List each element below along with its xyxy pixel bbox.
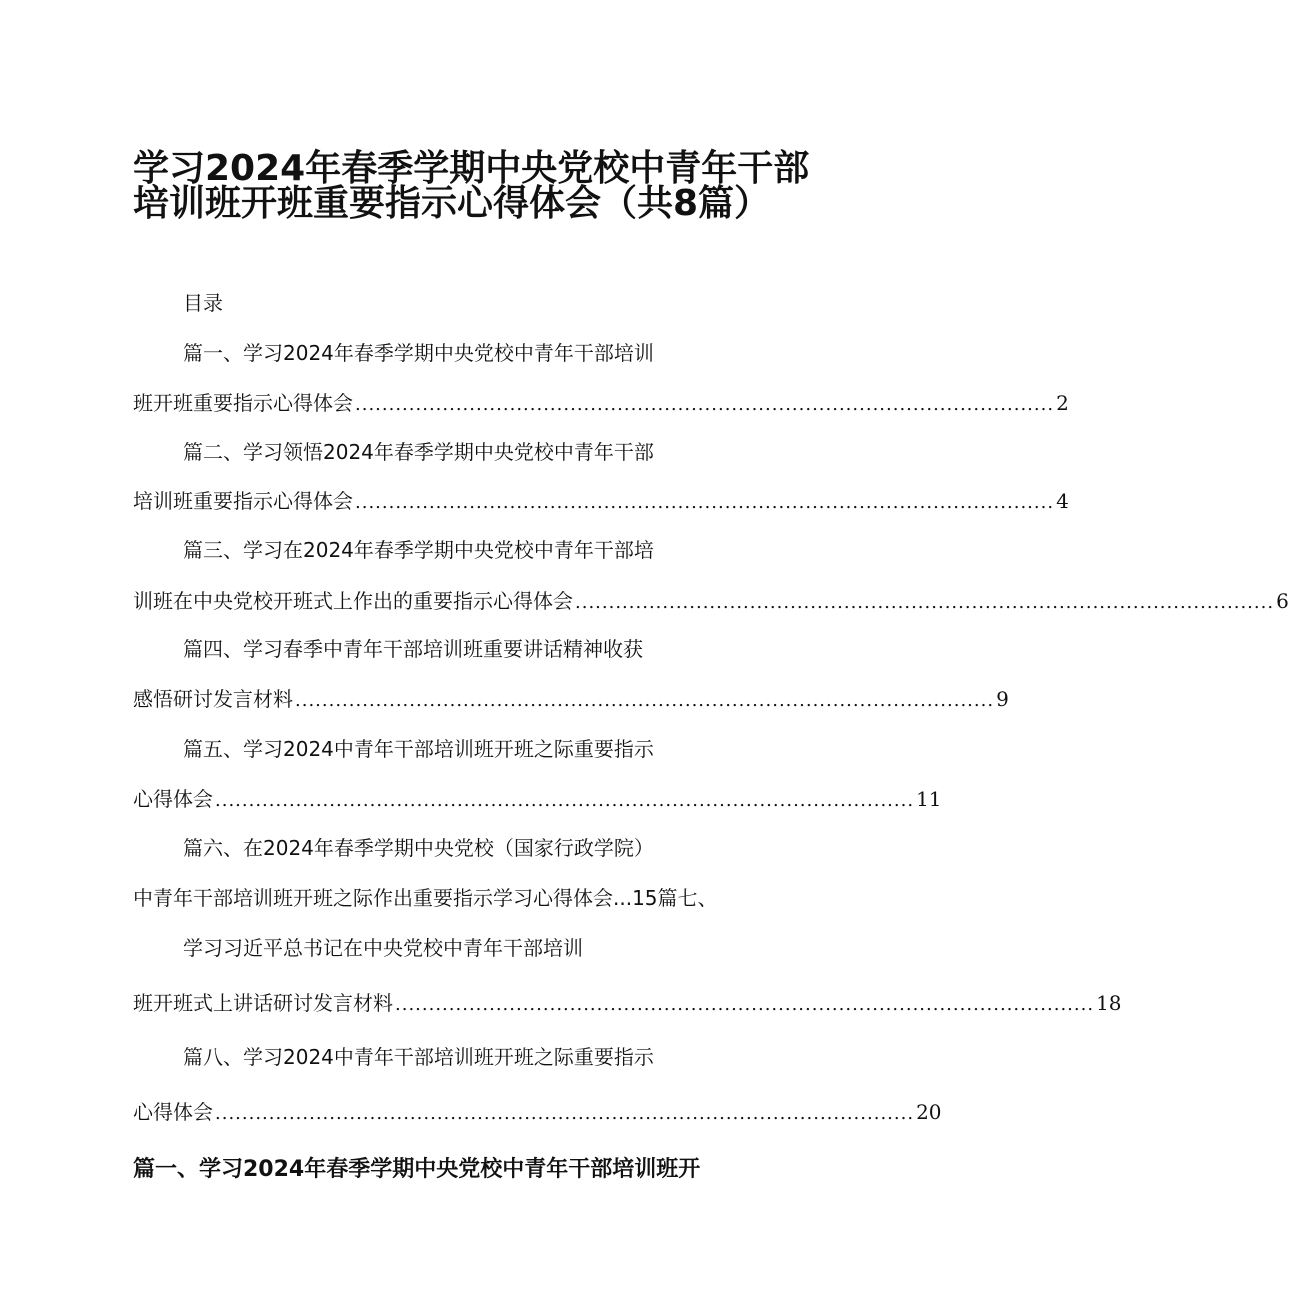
toc-entry-5-text: 心得体会 — [133, 787, 213, 811]
toc-leader-dots: ........................................................................................................ — [355, 394, 1055, 415]
toc-entry-6-line-1[interactable]: 篇六、在2024年春季学期中央党校（国家行政学院） — [183, 836, 654, 860]
toc-entry-2-page: 4 — [1056, 489, 1069, 513]
toc-entry-8-line-2[interactable] — [133, 1097, 942, 1129]
toc-entry-4-text: 感悟研讨发言材料 — [133, 687, 293, 711]
toc-entry-8-page: 20 — [916, 1100, 942, 1124]
toc-leader-dots: ........................................................................................................ — [355, 492, 1055, 513]
toc-entry-4-line-2[interactable] — [133, 684, 1009, 716]
toc-entry-1-line-2[interactable] — [133, 388, 1069, 420]
toc-entry-3-line-1[interactable]: 篇三、学习在2024年春季学期中央党校中青年干部培 — [183, 538, 654, 562]
toc-entry-1-text: 班开班重要指示心得体会 — [133, 391, 353, 415]
toc-label: 目录 — [183, 291, 223, 315]
toc-entry-3-line-2[interactable] — [133, 586, 1289, 618]
toc-entry-5-line-1[interactable]: 篇五、学习2024中青年干部培训班开班之际重要指示 — [183, 737, 654, 761]
toc-entry-7-page: 18 — [1096, 991, 1122, 1015]
toc-leader-dots: ........................................................................................................ — [215, 790, 915, 811]
toc-entry-1-page: 2 — [1056, 391, 1069, 415]
toc-leader-dots: ........................................................................................................ — [575, 592, 1275, 613]
toc-entry-7-text: 班开班式上讲话研讨发言材料 — [133, 991, 393, 1015]
toc-leader-dots: ........................................................................................................ — [295, 690, 995, 711]
document-title-line-2: 培训班开班重要指示心得体会（共8篇） — [133, 183, 771, 224]
document-title-line-1: 学习2024年春季学期中央党校中青年干部 — [133, 148, 810, 189]
toc-entry-7-line-1[interactable]: 学习习近平总书记在中央党校中青年干部培训 — [183, 936, 583, 960]
toc-entry-2-text: 培训班重要指示心得体会 — [133, 489, 353, 513]
toc-leader-dots: ........................................................................................................ — [215, 1103, 915, 1124]
toc-entry-2-line-2[interactable] — [133, 486, 1069, 518]
toc-entry-5-line-2[interactable] — [133, 784, 942, 816]
toc-entry-4-line-1[interactable]: 篇四、学习春季中青年干部培训班重要讲话精神收获 — [183, 637, 643, 661]
toc-entry-7-line-2[interactable] — [133, 988, 1122, 1020]
section-heading: 篇一、学习2024年春季学期中央党校中青年干部培训班开 — [133, 1157, 701, 1182]
toc-entry-8-line-1[interactable]: 篇八、学习2024中青年干部培训班开班之际重要指示 — [183, 1045, 654, 1069]
toc-entry-3-text: 训班在中央党校开班式上作出的重要指示心得体会 — [133, 589, 573, 613]
toc-entry-6-line-2[interactable]: 中青年干部培训班开班之际作出重要指示学习心得体会...15篇七、 — [133, 886, 718, 910]
toc-entry-8-text: 心得体会 — [133, 1100, 213, 1124]
toc-entry-1-line-1[interactable]: 篇一、学习2024年春季学期中央党校中青年干部培训 — [183, 341, 654, 365]
toc-entry-2-line-1[interactable]: 篇二、学习领悟2024年春季学期中央党校中青年干部 — [183, 440, 654, 464]
toc-leader-dots: ........................................................................................................ — [395, 994, 1095, 1015]
toc-entry-3-page: 6 — [1276, 589, 1289, 613]
toc-entry-4-page: 9 — [996, 687, 1009, 711]
toc-entry-5-page: 11 — [916, 787, 942, 811]
